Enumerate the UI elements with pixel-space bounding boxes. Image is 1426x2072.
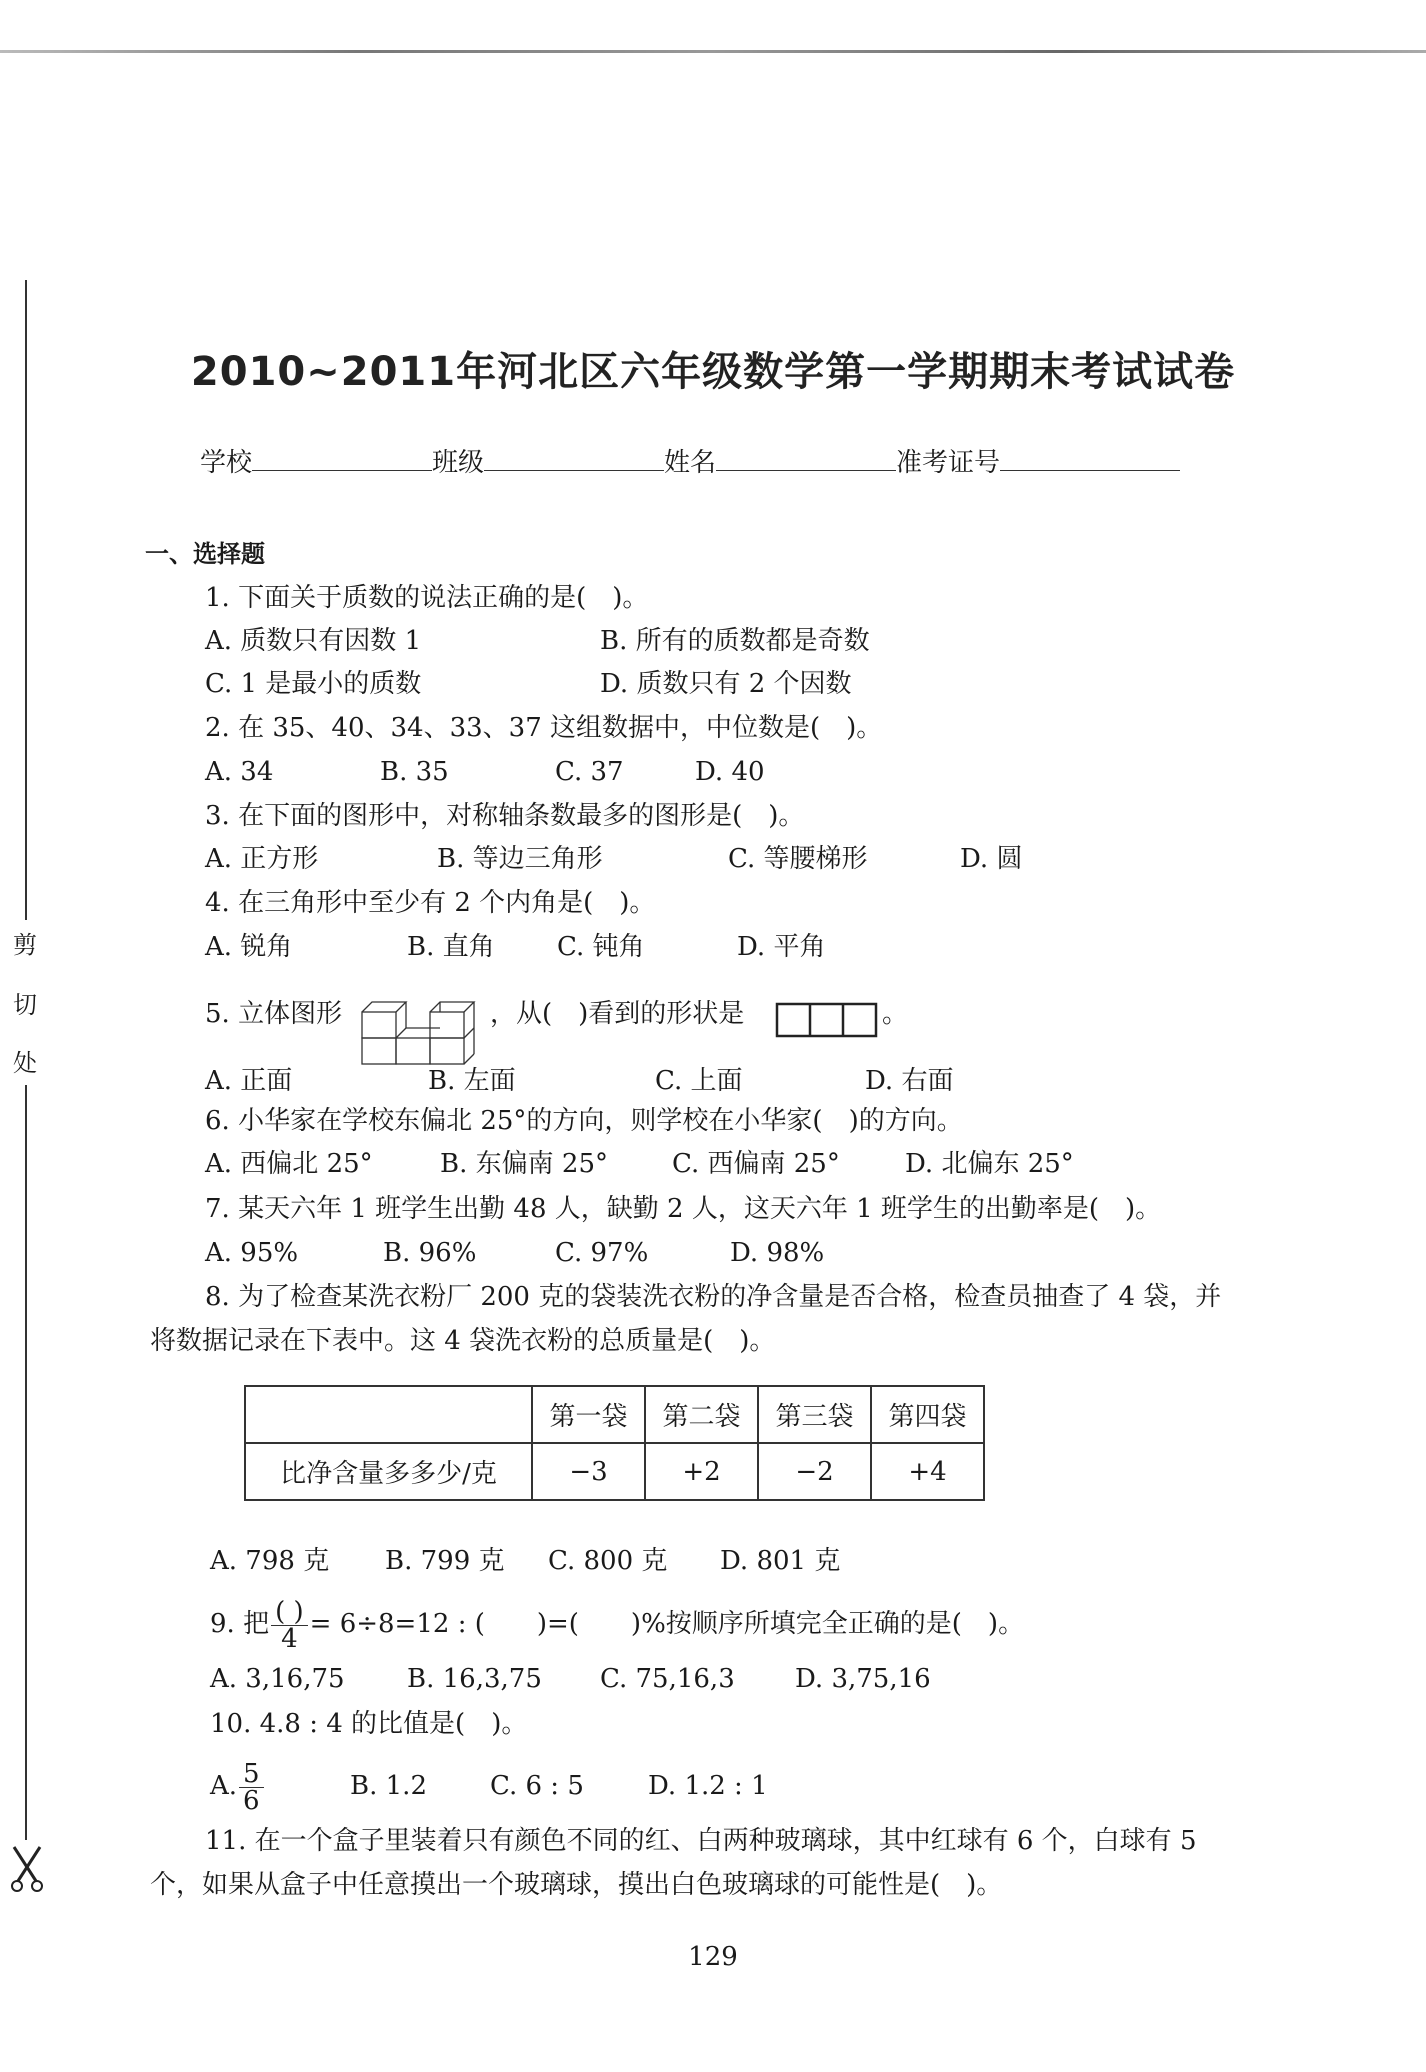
q1-stem: 1. 下面关于质数的说法正确的是( )。: [205, 583, 649, 613]
q3-option-b: B. 等边三角形: [437, 844, 603, 874]
q8-stem-line1: 8. 为了检查某洗衣粉厂 200 克的袋装洗衣粉的净含量是否合格，检查员抽查了 4 袋，并: [205, 1282, 1222, 1312]
q5-option-b: B. 左面: [428, 1066, 516, 1096]
scan-top-edge: [0, 50, 1426, 53]
q3-stem: 3. 在下面的图形中，对称轴条数最多的图形是( )。: [205, 801, 805, 831]
q10-option-d: D. 1.2 : 1: [648, 1771, 768, 1801]
q10-fraction-denominator: 6: [243, 1785, 260, 1816]
q7-stem: 7. 某天六年 1 班学生出勤 48 人，缺勤 2 人，这天六年 1 班学生的出勤率是( )。: [205, 1194, 1162, 1224]
q7-option-d: D. 98%: [730, 1238, 825, 1268]
solid-figure-cubes: [360, 980, 480, 1066]
q1-option-c: C. 1 是最小的质数: [205, 669, 422, 699]
q11-stem-line2: 个，如果从盒子中任意摸出一个玻璃球，摸出白色玻璃球的可能性是( )。: [150, 1870, 1003, 1900]
q2-stem: 2. 在 35、40、34、33、37 这组数据中，中位数是( )。: [205, 713, 883, 743]
table-header-cell: 第一袋: [532, 1386, 645, 1443]
q10-option-a-fraction: [239, 1758, 264, 1816]
q7-option-b: B. 96%: [383, 1238, 477, 1268]
section-heading: 一、选择题: [145, 540, 265, 568]
cut-mark-1: 剪: [13, 931, 37, 959]
q4-option-b: B. 直角: [407, 932, 495, 962]
q9-prefix: 9. 把: [210, 1609, 270, 1639]
q8-option-a: A. 798 克: [210, 1546, 330, 1576]
school-label: 学校: [200, 448, 253, 478]
q3-option-a: A. 正方形: [205, 844, 319, 874]
q7-option-a: A. 95%: [205, 1238, 299, 1268]
table-cell: +2: [645, 1443, 758, 1500]
q11-stem-line1: 11. 在一个盒子里装着只有颜色不同的红、白两种玻璃球，其中红球有 6 个，白球有 5: [205, 1826, 1197, 1856]
table-cell: +4: [871, 1443, 984, 1500]
class-blank: [484, 446, 664, 471]
q1-option-a: A. 质数只有因数 1: [205, 626, 422, 656]
q1-option-d: D. 质数只有 2 个因数: [600, 669, 852, 699]
scissors-icon: [10, 1845, 44, 1895]
table-cell: 比净含量多多少/克: [245, 1443, 532, 1500]
q8-option-c: C. 800 克: [548, 1546, 668, 1576]
q10-fraction-numerator: 5: [239, 1761, 264, 1788]
table-row: [245, 1443, 984, 1500]
cut-mark-3: 处: [13, 1049, 37, 1077]
table-header-cell: 第四袋: [871, 1386, 984, 1443]
q9-option-a: A. 3,16,75: [210, 1664, 345, 1694]
table-header-cell: [245, 1386, 532, 1443]
exam-id-blank: [1000, 446, 1180, 471]
front-view-shape: [775, 1002, 879, 1038]
page-number: 129: [688, 1942, 738, 1972]
q10-option-b: B. 1.2: [350, 1771, 427, 1801]
q6-option-c: C. 西偏南 25°: [672, 1149, 840, 1179]
q10-option-a: [210, 1756, 266, 1816]
page-title: 2010~2011年河北区六年级数学第一学期期末考试试卷: [190, 349, 1236, 395]
q5-stem-b: ，从( )看到的形状是: [490, 999, 745, 1029]
q2-option-b: B. 35: [380, 757, 449, 787]
school-blank: [252, 446, 432, 471]
q4-option-a: A. 锐角: [205, 932, 293, 962]
table-header-row: [245, 1386, 984, 1443]
q10-stem: 10. 4.8 : 4 的比值是( )。: [210, 1709, 528, 1739]
name-label: 姓名: [664, 448, 717, 478]
table-cell: −2: [758, 1443, 871, 1500]
q5-option-d: D. 右面: [865, 1066, 954, 1096]
cut-line-bottom: [25, 1085, 27, 1840]
q7-option-c: C. 97%: [555, 1238, 649, 1268]
q4-option-d: D. 平角: [737, 932, 826, 962]
table-cell: −3: [532, 1443, 645, 1500]
q9-option-d: D. 3,75,16: [795, 1664, 931, 1694]
q6-option-d: D. 北偏东 25°: [905, 1149, 1074, 1179]
q4-option-c: C. 钝角: [557, 932, 645, 962]
q8-stem-line2: 将数据记录在下表中。这 4 袋洗衣粉的总质量是( )。: [150, 1326, 776, 1356]
q9-fraction: [271, 1596, 308, 1654]
class-label: 班级: [432, 448, 485, 478]
q5-option-c: C. 上面: [655, 1066, 743, 1096]
q2-option-c: C. 37: [555, 757, 624, 787]
table-header-cell: 第三袋: [758, 1386, 871, 1443]
q2-option-d: D. 40: [695, 757, 765, 787]
q5-stem-c: 。: [882, 999, 909, 1029]
q9-rest: = 6÷8=12 : ( )=( )%按顺序所填完全正确的是( )。: [309, 1609, 1025, 1639]
q6-option-b: B. 东偏南 25°: [440, 1149, 608, 1179]
table-header-cell: 第二袋: [645, 1386, 758, 1443]
q9-option-b: B. 16,3,75: [407, 1664, 542, 1694]
q8-option-b: B. 799 克: [385, 1546, 505, 1576]
q3-option-d: D. 圆: [960, 844, 1023, 874]
q10-option-c: C. 6 : 5: [490, 1771, 584, 1801]
exam-id-label: 准考证号: [896, 448, 1001, 478]
cut-mark-2: 切: [13, 991, 37, 1019]
q6-option-a: A. 西偏北 25°: [205, 1149, 373, 1179]
q8-data-table: [244, 1385, 985, 1501]
q5-stem-a: 5. 立体图形: [205, 999, 343, 1029]
q3-option-c: C. 等腰梯形: [728, 844, 868, 874]
q9-stem: [210, 1594, 1024, 1654]
q8-option-d: D. 801 克: [720, 1546, 841, 1576]
q4-stem: 4. 在三角形中至少有 2 个内角是( )。: [205, 888, 656, 918]
q9-fraction-denominator: 4: [281, 1623, 298, 1654]
q5-option-a: A. 正面: [205, 1066, 293, 1096]
q9-option-c: C. 75,16,3: [600, 1664, 735, 1694]
q1-option-b: B. 所有的质数都是奇数: [600, 626, 870, 656]
q9-fraction-numerator: ( ): [271, 1599, 308, 1626]
q10-option-a-label: A.: [210, 1771, 238, 1801]
q2-option-a: A. 34: [205, 757, 274, 787]
name-blank: [716, 446, 896, 471]
q6-stem: 6. 小华家在学校东偏北 25°的方向，则学校在小华家( )的方向。: [205, 1106, 963, 1136]
info-line: [200, 446, 1180, 479]
